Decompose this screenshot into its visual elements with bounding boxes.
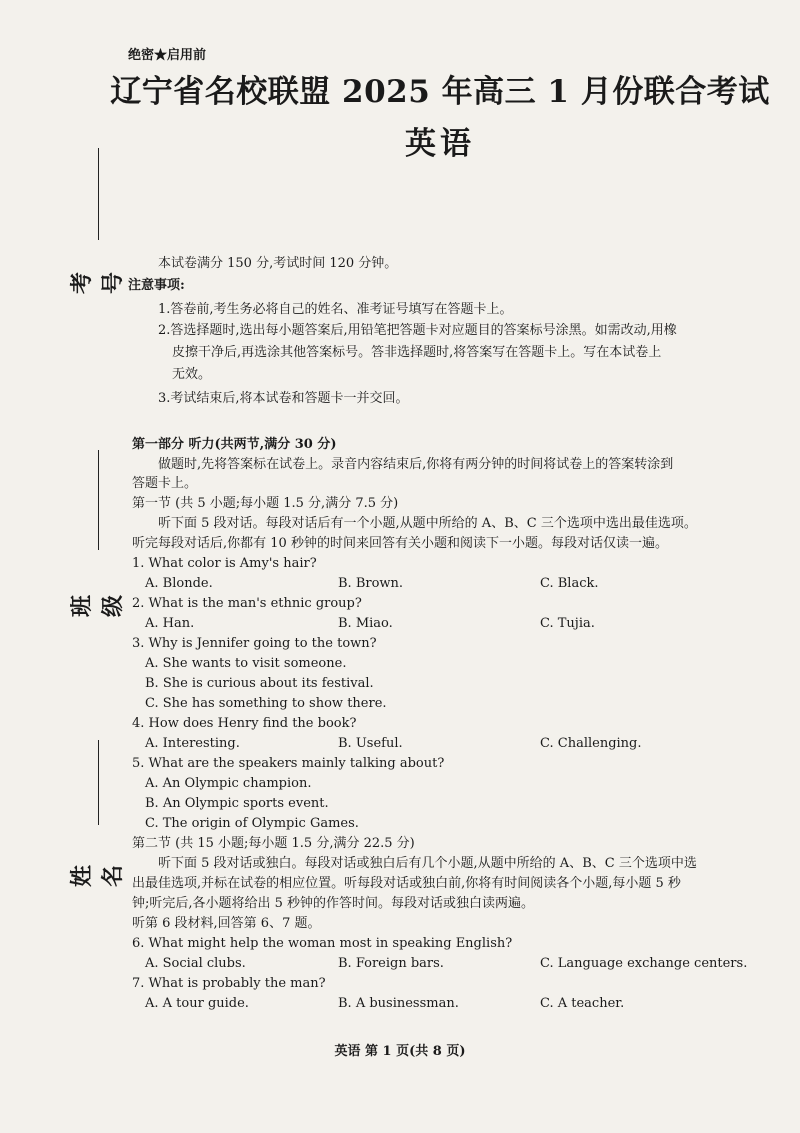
notes-title: 注意事项:	[128, 278, 185, 293]
part1-instr-line-2: 答题卡上。	[132, 476, 198, 491]
part1-instr-line-1: 做题时,先将答案标在试卷上。录音内容结束后,你将有两分钟的时间将试卷上的答案转涂到	[158, 457, 674, 472]
q4-option-c: C. Challenging.	[540, 736, 642, 751]
part1-title: 第一部分 听力(共两节,满分 30 分)	[132, 437, 337, 452]
section1-title: 第一节 (共 5 小题;每小题 1.5 分,满分 7.5 分)	[132, 496, 399, 511]
class-line	[98, 450, 100, 550]
note-2-line-1: 2.答选择题时,选出每小题答案后,用铅笔把答题卡对应题目的答案标号涂黑。如需改动,用橡	[158, 323, 677, 338]
q1-stem: 1. What color is Amy's hair?	[132, 556, 317, 571]
q7-option-a: A. A tour guide.	[145, 996, 249, 1011]
q3-option-c: C. She has something to show there.	[145, 696, 387, 711]
q3-option-a: A. She wants to visit someone.	[145, 656, 347, 671]
subject-title: 英语	[405, 126, 475, 162]
q4-stem: 4. How does Henry find the book?	[132, 716, 357, 731]
note-3: 3.考试结束后,将本试卷和答题卡一并交回。	[158, 391, 409, 406]
q5-option-a: A. An Olympic champion.	[145, 776, 312, 791]
q7-option-c: C. A teacher.	[540, 996, 625, 1011]
exam-no-label: 考号	[69, 272, 126, 295]
note-2-line-2: 皮擦干净后,再选涂其他答案标号。答非选择题时,将答案写在答题卡上。写在本试卷上	[172, 345, 662, 360]
q2-stem: 2. What is the man's ethnic group?	[132, 596, 362, 611]
q3-option-b: B. She is curious about its festival.	[145, 676, 374, 691]
q3-stem: 3. Why is Jennifer going to the town?	[132, 636, 377, 651]
exam-no-line	[98, 148, 100, 240]
q2-option-b: B. Miao.	[338, 616, 393, 631]
name-label: 姓名	[69, 865, 126, 888]
q5-stem: 5. What are the speakers mainly talking about?	[132, 756, 445, 771]
q1-option-a: A. Blonde.	[145, 576, 213, 591]
secret-label: 绝密★启用前	[128, 48, 207, 63]
section2-instr-line-2: 出最佳选项,并标在试卷的相应位置。听每段对话或独白前,你将有时间阅读各个小题,每小题 5 秒	[132, 876, 681, 891]
class-label: 班级	[69, 595, 126, 618]
section1-instr-line-2: 听完每段对话后,你都有 10 秒钟的时间来回答有关小题和阅读下一小题。每段对话仅读一遍。	[132, 536, 668, 551]
q6-option-c: C. Language exchange centers.	[540, 956, 748, 971]
q2-option-a: A. Han.	[145, 616, 195, 631]
q4-option-a: A. Interesting.	[145, 736, 240, 751]
note-1: 1.答卷前,考生务必将自己的姓名、准考证号填写在答题卡上。	[158, 302, 513, 317]
q5-option-c: C. The origin of Olympic Games.	[145, 816, 359, 831]
note-2-line-3: 无效。	[172, 367, 212, 382]
q7-stem: 7. What is probably the man?	[132, 976, 326, 991]
q7-option-b: B. A businessman.	[338, 996, 459, 1011]
section2-title: 第二节 (共 15 小题;每小题 1.5 分,满分 22.5 分)	[132, 836, 415, 851]
section2-instr-line-3: 钟;听完后,各小题将给出 5 秒钟的作答时间。每段对话或独白读两遍。	[132, 896, 535, 911]
q2-option-c: C. Tujia.	[540, 616, 595, 631]
exam-title: 辽宁省名校联盟 2025 年高三 1 月份联合考试	[110, 74, 770, 110]
q6-option-b: B. Foreign bars.	[338, 956, 444, 971]
name-line	[98, 740, 100, 825]
score-time: 本试卷满分 150 分,考试时间 120 分钟。	[158, 256, 398, 271]
section1-instr-line-1: 听下面 5 段对话。每段对话后有一个小题,从题中所给的 A、B、C 三个选项中选出最佳选项。	[158, 516, 697, 531]
q6-option-a: A. Social clubs.	[145, 956, 246, 971]
q1-option-c: C. Black.	[540, 576, 599, 591]
q1-option-b: B. Brown.	[338, 576, 404, 591]
section2-instr-line-1: 听下面 5 段对话或独白。每段对话或独白后有几个小题,从题中所给的 A、B、C 三个选项中选	[158, 856, 697, 871]
q4-option-b: B. Useful.	[338, 736, 403, 751]
q6-stem: 6. What might help the woman most in speaking English?	[132, 936, 513, 951]
q5-option-b: B. An Olympic sports event.	[145, 796, 329, 811]
page-footer: 英语 第 1 页(共 8 页)	[334, 1044, 466, 1059]
material-6: 听第 6 段材料,回答第 6、7 题。	[132, 916, 321, 931]
